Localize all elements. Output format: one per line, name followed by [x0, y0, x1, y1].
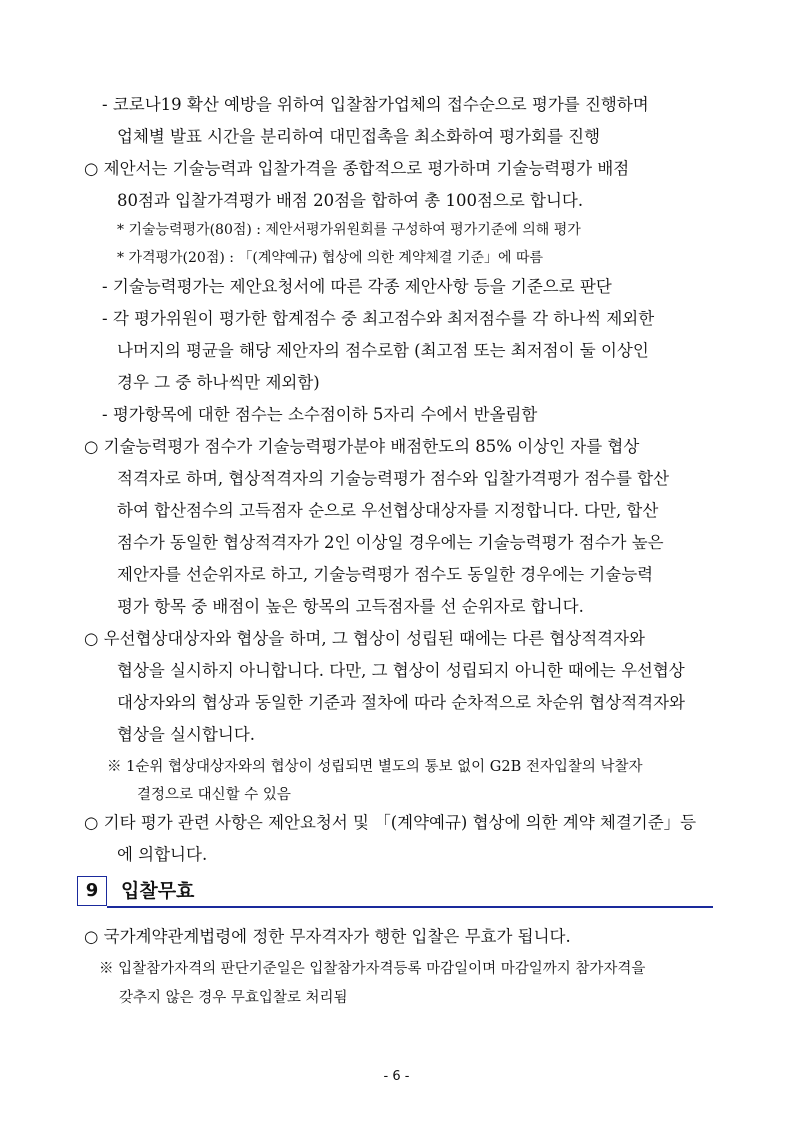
text-line: 제안자를 선순위자로 하고, 기술능력평가 점수도 동일한 경우에는 기술능력	[117, 565, 654, 584]
text-line: * 가격평가(20점) : 「(계약예규) 협상에 의한 계약체결 기준」에 따름	[117, 250, 544, 266]
text-line: ○ 제안서는 기술능력과 입찰가격을 종합적으로 평가하며 기술능력평가 배점	[84, 159, 630, 178]
text-line: - 평가항목에 대한 점수는 소수점이하 5자리 수에서 반올림함	[102, 405, 538, 424]
text-line: 평가 항목 중 배점이 높은 항목의 고득점자를 선 순위자로 합니다.	[117, 597, 584, 616]
text-line: 경우 그 중 하나씩만 제외함)	[117, 373, 320, 392]
text-line: 협상을 실시하지 아니합니다. 다만, 그 협상이 성립되지 아니한 때에는 우선협상	[117, 661, 685, 680]
text-line: 나머지의 평균을 해당 제안자의 점수로함 (최고점 또는 최저점이 둘 이상인	[117, 341, 649, 360]
note-line: 갖추지 않은 경우 무효입찰로 처리됨	[119, 990, 348, 1006]
note-line: 결정으로 대신할 수 있음	[137, 787, 291, 803]
note-line: ※ 1순위 협상대상자와의 협상이 성립되면 별도의 통보 없이 G2B 전자입찰의 낙찰자	[107, 759, 643, 775]
text-line: 협상을 실시합니다.	[117, 725, 256, 744]
text-line: 업체별 발표 시간을 분리하여 대민접촉을 최소화하여 평가회를 진행	[117, 127, 601, 146]
text-line: - 코로나19 확산 예방을 위하여 입찰참가업체의 접수순으로 평가를 진행하며	[102, 95, 649, 114]
text-line: - 각 평가위원이 평가한 합계점수 중 최고점수와 최저점수를 각 하나씩 제외한	[102, 309, 655, 328]
text-line: 하여 합산점수의 고득점자 순으로 우선협상대상자를 지정합니다. 다만, 합산	[117, 501, 659, 520]
page-number: - 6 -	[383, 1069, 410, 1084]
text-line: 적격자로 하며, 협상적격자의 기술능력평가 점수와 입찰가격평가 점수를 합산	[117, 469, 670, 488]
section-number-box: 9	[77, 876, 107, 906]
text-line: 80점과 입찰가격평가 배점 20점을 합하여 총 100점으로 합니다.	[117, 191, 584, 210]
text-line: - 기술능력평가는 제안요청서에 따른 각종 제안사항 등을 기준으로 판단	[102, 277, 612, 296]
text-line: 대상자와의 협상과 동일한 기준과 절차에 따라 순차적으로 차순위 협상적격자와	[117, 693, 685, 712]
text-line: ○ 기타 평가 관련 사항은 제안요청서 및 「(계약예규) 협상에 의한 계약 체결기준」등	[84, 813, 697, 832]
text-line: 점수가 동일한 협상적격자가 2인 이상일 경우에는 기술능력평가 점수가 높은	[117, 533, 664, 552]
text-line: * 기술능력평가(80점) : 제안서평가위원회를 구성하여 평가기준에 의해 평가	[117, 222, 581, 238]
text-line: 에 의합니다.	[117, 845, 208, 864]
text-line: ○ 우선협상대상자와 협상을 하며, 그 협상이 성립된 때에는 다른 협상적격자와	[84, 629, 645, 648]
note-line: ※ 입찰참가자격의 판단기준일은 입찰참가자격등록 마감일이며 마감일까지 참가자격을	[99, 961, 646, 977]
text-line: ○ 국가계약관계법령에 정한 무자격자가 행한 입찰은 무효가 됩니다.	[84, 927, 571, 946]
section-rule	[107, 906, 713, 908]
section-title: 입찰무효	[121, 880, 195, 902]
text-line: ○ 기술능력평가 점수가 기술능력평가분야 배점한도의 85% 이상인 자를 협상	[84, 437, 640, 456]
